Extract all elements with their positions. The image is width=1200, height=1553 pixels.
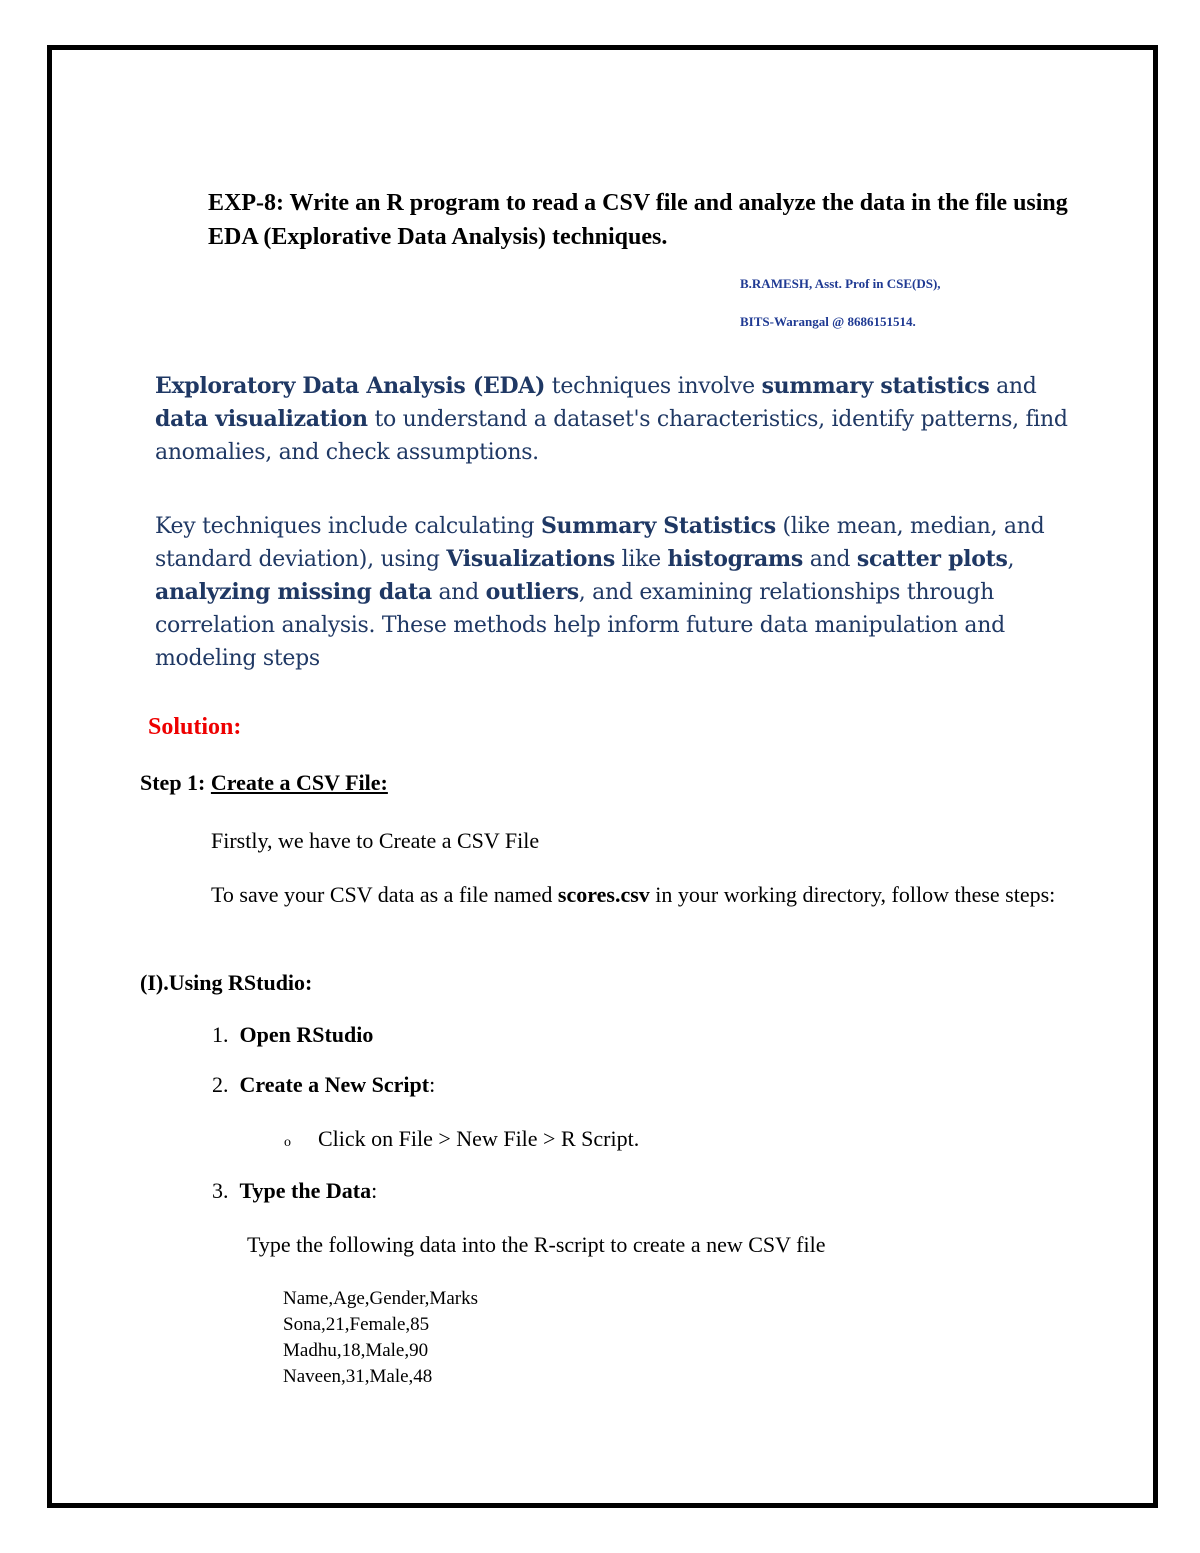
using-rstudio-heading: (I).Using RStudio: bbox=[140, 970, 313, 995]
save-instructions: To save your CSV data as a file named scores.csv in your working directory, follow these steps: bbox=[211, 882, 1056, 907]
csv-line: Name,Age,Gender,Marks bbox=[283, 1288, 478, 1309]
list-item: 2. Create a New Script: bbox=[212, 1072, 436, 1097]
circle-bullet-icon: o bbox=[284, 1135, 291, 1150]
intro-paragraph: Exploratory Data Analysis (EDA) techniques involve summary statistics and data visualization to understand a dataset's characteristics, identify patterns, find anomalies, and check assumptions. bbox=[155, 373, 1068, 465]
csv-line: Sona,21,Female,85 bbox=[283, 1314, 430, 1335]
csv-line: Madhu,18,Male,90 bbox=[283, 1340, 429, 1361]
list-item: 3. Type the Data: bbox=[212, 1178, 378, 1203]
csv-line: Naveen,31,Male,48 bbox=[283, 1366, 433, 1387]
type-data-description: Type the following data into the R-script to create a new CSV file bbox=[247, 1232, 826, 1257]
solution-heading: Solution: bbox=[148, 714, 242, 740]
firstly-text: Firstly, we have to Create a CSV File bbox=[211, 828, 540, 853]
list-item: 1. Open RStudio bbox=[212, 1022, 374, 1047]
author-line-2: BITS-Warangal @ 8686151514. bbox=[740, 314, 916, 329]
sub-bullet-item: o Click on File > New File > R Script. bbox=[284, 1126, 640, 1151]
author-line-1: B.RAMESH, Asst. Prof in CSE(DS), bbox=[740, 276, 941, 291]
experiment-title: EXP-8: Write an R program to read a CSV file and analyze the data in the file using EDA (Explorative Data Analysis) techniques. bbox=[208, 190, 1068, 250]
step-1-heading: Step 1: Create a CSV File: bbox=[140, 770, 388, 795]
key-techniques-paragraph: Key techniques include calculating Summary Statistics (like mean, median, and standard deviation), using Visualizations like histograms and scatter plots, analyzing missing data and outliers, and examining relationships through correlation analysis. These methods help inform future data manipulation and modeling steps bbox=[155, 513, 1045, 671]
